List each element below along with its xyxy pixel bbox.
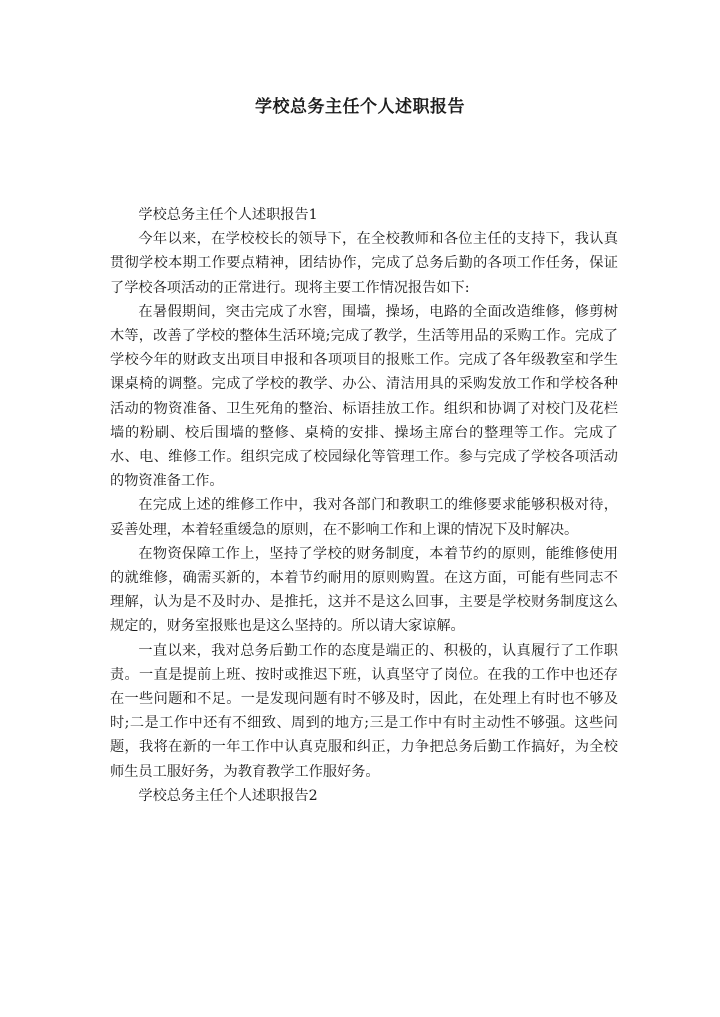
paragraph-intro: 今年以来，在学校校长的领导下，在全校教师和各位主任的支持下，我认真贯彻学校本期工作要点精神，团结协作，完成了总务后勤的各项工作任务，保证了学校各项活动的正常进行。现将主要工作情况报告如下: xyxy=(110,231,618,296)
paragraph-maintenance: 在完成上述的维修工作中，我对各部门和教职工的维修要求能够积极对待，妥善处理，本着轻重缓急的原则，在不影响工作和上课的情况下及时解决。 xyxy=(110,497,618,538)
paragraph-materials: 在物资保障工作上，坚持了学校的财务制度，本着节约的原则，能维修使用的就维修，确需买新的，本着节约耐用的原则购置。在这方面，可能有些同志不理解，认为是不及时办、是推托，这并不是这么回事，主要是学校财务制度这么规定的，财务室报账也是这么坚持的。所以请大家谅解。 xyxy=(110,545,618,635)
document-title: 学校总务主任个人述职报告 xyxy=(255,97,465,117)
report-heading-2: 学校总务主任个人述职报告2 xyxy=(138,787,318,804)
document-body xyxy=(110,203,618,808)
paragraph-attitude: 一直以来，我对总务后勤工作的态度是端正的、积极的，认真履行了工作职责。一直是提前上班、按时或推迟下班，认真坚守了岗位。在我的工作中也还存在一些问题和不足。一是发现问题有时不够及时，因此，在处理上有时也不够及时;二是工作中还有不细致、周到的地方;三是工作中有时主动性不够强。这些问题，我将在新的一年工作中认真克服和纠正，力争把总务后勤工作搞好，为全校师生员工服好务，为教育教学工作服好务。 xyxy=(110,642,618,780)
report-heading-1: 学校总务主任个人述职报告1 xyxy=(138,207,318,223)
paragraph-summer-work: 在暑假期间，突击完成了水窖，围墙，操场，电路的全面改造维修，修剪树木等，改善了学校的整体生活环境;完成了教学，生活等用品的采购工作。完成了学校今年的财政支出项目申报和各项项目的报账工作。完成了各年级教室和学生课桌椅的调整。完成了学校的教学、办公、清洁用具的采购发放工作和学校各种活动的物资准备、卫生死角的整治、标语挂放工作。组织和协调了对校门及花栏墙的粉刷、校后围墙的整修、桌椅的安排、操场主席台的整理等工作。完成了水、电、维修工作。组织完成了校园绿化等管理工作。参与完成了学校各项活动的物资准备工作。 xyxy=(110,303,618,490)
